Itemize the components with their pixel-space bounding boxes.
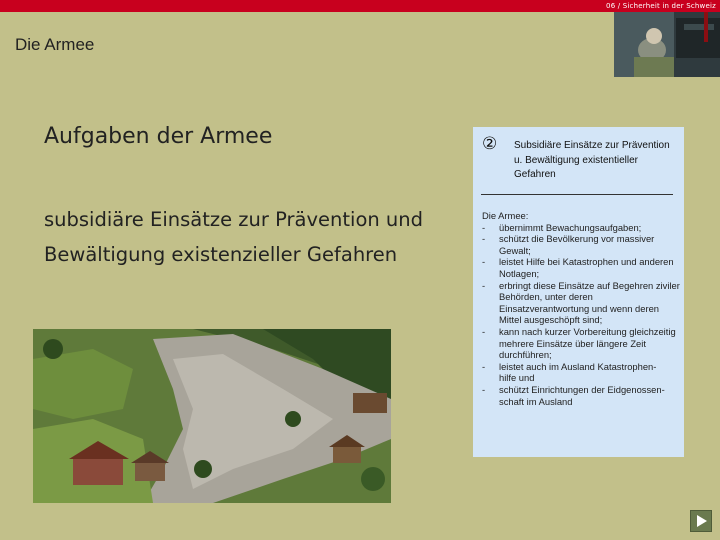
header-text: 06 / Sicherheit in der Schweiz <box>606 2 716 10</box>
list-item: - schützt die Bevölkerung vor massiver Gewalt; <box>482 233 655 256</box>
play-arrow-icon <box>697 515 707 527</box>
info-intro: Die Armee: <box>482 210 529 221</box>
info-box <box>473 127 684 457</box>
task-list <box>482 222 682 408</box>
list-item: - kann nach kurzer Vorbereitung gleichzeitig mehrere Einsätze über längere Zeit durchführen; <box>482 325 676 361</box>
landslide-photo <box>33 329 391 503</box>
info-title: Subsidiäre Einsätze zur Prävention u. Bewältigung existentieller Gefahren <box>514 140 670 180</box>
helicopter-photo <box>614 12 720 77</box>
list-item: - schützt Einrichtungen der Eidgenossen- schaft im Ausland <box>482 383 665 407</box>
divider <box>481 194 673 195</box>
list-item: - leistet Hilfe bei Katastrophen und anderen Notlagen; <box>482 256 674 279</box>
list-item: - übernimmt Bewachungsaufgaben; <box>482 221 642 233</box>
slide-heading: Aufgaben der Armee <box>44 124 273 149</box>
info-body <box>482 210 682 407</box>
slide-subtitle: subsidiäre Einsätze zur Prävention und Bewältigung existenzieller Gefahren <box>44 208 424 266</box>
item-number: ② <box>482 134 498 154</box>
list-item: - leistet auch im Ausland Katastrophen- hilfe und <box>482 360 657 384</box>
section-title: Die Armee <box>15 35 95 54</box>
next-slide-button[interactable] <box>690 510 712 532</box>
list-item: - erbringt diese Einsätze auf Begehren ziviler Behörden, unter deren Einsatzverantwortung und wenn deren Mittel ausgeschöpft sind; <box>482 279 680 326</box>
